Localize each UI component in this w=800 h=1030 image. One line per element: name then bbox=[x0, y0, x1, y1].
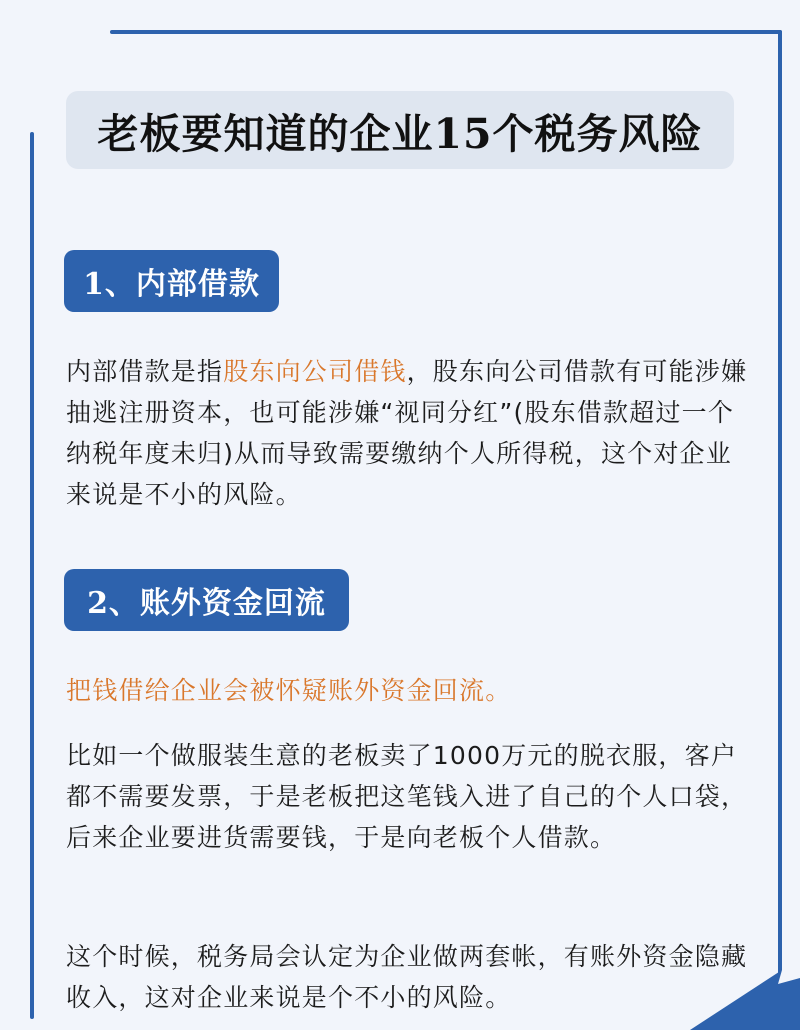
frame-right-border bbox=[778, 30, 782, 978]
section-2-heading: 2、账外资金回流 bbox=[64, 569, 349, 631]
section-2-highlight-paragraph: 把钱借给企业会被怀疑账外资金回流。 bbox=[66, 676, 512, 705]
section-1-paragraph bbox=[66, 351, 756, 515]
frame-top-border bbox=[110, 30, 782, 34]
section-1-highlight: 股东向公司借钱 bbox=[223, 357, 407, 386]
section-2-paragraph-2: 这个时候，税务局会认定为企业做两套帐，有账外资金隐藏收入，这对企业来说是个不小的风险。 bbox=[66, 942, 748, 1012]
title-banner bbox=[66, 91, 734, 169]
section-2-paragraph-1: 比如一个做服装生意的老板卖了1000万元的脱衣服，客户都不需要发票，于是老板把这笔钱入进了自己的个人口袋，后来企业要进货需要钱，于是向老板个人借款。 bbox=[66, 741, 748, 852]
frame-left-border bbox=[30, 132, 34, 1019]
section-1-text-before: 内部借款是指 bbox=[66, 357, 224, 386]
section-1-heading: 1、内部借款 bbox=[64, 250, 279, 312]
page-title: 老板要知道的企业15个税务风险 bbox=[97, 109, 703, 158]
section-1-text-after: ，股东向公司借款有可能涉嫌抽逃注册资本，也可能涉嫌“视同分红”(股东借款超过一个纳税年度未归)从而导致需要缴纳个人所得税，这个对企业来说是不小的风险。 bbox=[66, 357, 748, 509]
